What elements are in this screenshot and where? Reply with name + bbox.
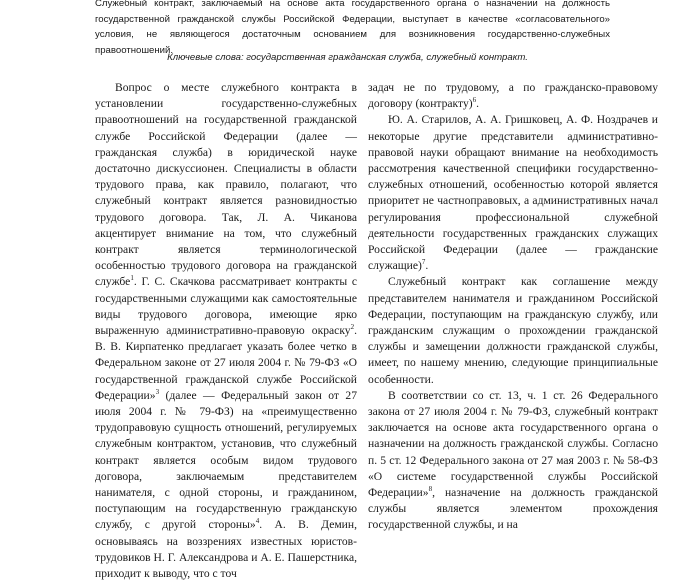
keywords: Ключевые слова: государственная гражданская служба, служебный контракт. [167, 52, 528, 63]
paragraph-contract-features: Служебный контракт как соглашение между представителем нанимателя и гражданином Российской Федерации, поступающим на гражданскую службу, или гражданским служащим о прохождении гражданской службы и замещении должности гражданской службы, имеет, по нашему мнению, следующие принципиальные особенности. [368, 275, 658, 386]
footnote-ref[interactable]: 3 [155, 388, 160, 396]
footnote-ref[interactable]: 2 [350, 323, 355, 332]
text-segment: Ю. А. Старилов, А. А. Гришковец, А. Ф. Ноздрачев и некоторые другие представители административно-правовой науки обращают внимание на необходимость рассмотрения качественной специфики государственно-служебных отношений, особенностью которой является приоритет не частноправовых, а административных начал регулирования профессиональной служебной деятельности государственных гражданских служащих Российской Федерации (далее — гражданские служащие) [368, 113, 658, 273]
paragraph-continued [368, 80, 658, 112]
footnote-ref[interactable]: 4 [255, 517, 260, 526]
text-segment: . А. В. Демин, основываясь на воззрениях известных юристов-трудовиков Н. Г. Александрова и А. Е. Пашерстника, приходит к выводу, что с точ [95, 518, 357, 581]
text-segment: . [476, 97, 480, 111]
paragraph-intro [95, 80, 357, 582]
footnote-ref[interactable]: 7 [421, 258, 426, 267]
text-segment: В соответствии со ст. 13, ч. 1 ст. 26 Федерального закона от 27 июля 2004 г. № 79-ФЗ, служебный контракт заключается на основе акта государственного органа о назначении на должность гражданской службы. Согласно п. 5 ст. 12 Федерального закона от 27 мая 2003 г. № 58-ФЗ «О системе государственной службы Российской Федерации» [368, 388, 658, 500]
text-segment: , назначение на должность гражданской службы является элементом прохождения государственной службы, и на [368, 486, 658, 532]
abstract: Служебный контракт, заключаемый на основе акта государственного органа о назначении на должность государственной гражданской службы Российской Федерации, выступает в качестве «согласовательного» условия, не являющегося достаточным основанием для возникновения государственно-служебных правоотношений. [95, 0, 610, 56]
right-column [368, 80, 658, 534]
text-segment: . Г. С. Скачкова рассматривает контракты с государственными служащими как самостоятельные виды трудового договора, имеющие ярко выраженную административно-правовую окраску [95, 275, 357, 338]
text-segment: (далее — Федеральный закон от 27 июля 2004 г. № 79-ФЗ) на «преимущественно трудоправовую сущность отношений, регулируемых служебным контрактом, установив, что служебный контракт является особым видом трудового договора, заключаемым представителем нанимателя, с одной стороны, и гражданином, поступающим на государственную гражданскую службу, с другой стороны» [95, 388, 357, 532]
left-column [95, 80, 357, 582]
footnote-ref[interactable]: 1 [130, 274, 134, 283]
text-segment: Вопрос о месте служебного контракта в установлении государственно-служебных правоотношений на государственной гражданской службе Российской Федерации (далее — гражданская служба) в юридической науке достаточно дискуссионен. Специалисты в области трудового права, как правило, полагают, что служебный контракт является разновидностью трудового договора. Так, Л. А. Чиканова акцентирует внимание на том, что служебный контракт является терминологической особенностью трудового договора на гражданской службе [95, 81, 357, 289]
text-segment: задач не по трудовому, а по гражданско-правовому договору (контракту) [368, 81, 658, 111]
footnote-ref[interactable]: 6 [472, 96, 477, 105]
paragraph-starilov [368, 112, 658, 274]
text-segment: . В. В. Кирпатенко предлагает указать более четко в Федеральном законе от 27 июля 2004 г. № 79-ФЗ «О государственной гражданской службе Российской Федерации» [95, 324, 357, 402]
text-segment: . [425, 259, 429, 273]
paragraph-law-articles [368, 388, 658, 534]
footnote-ref[interactable]: 8 [428, 485, 433, 494]
